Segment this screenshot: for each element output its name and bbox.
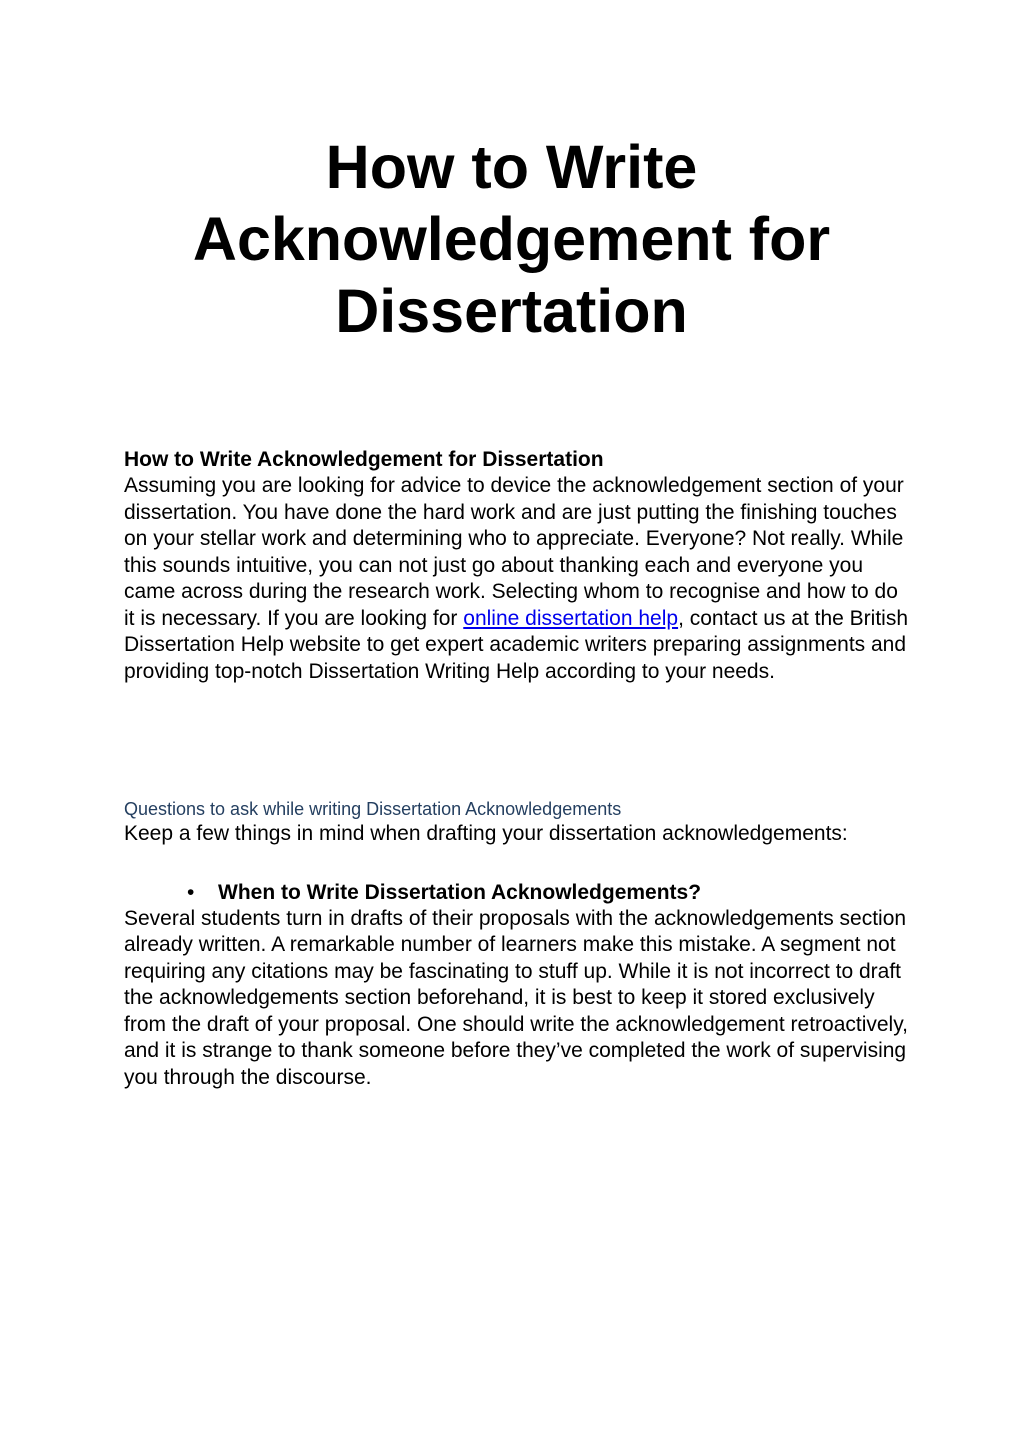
document-body xyxy=(124,447,914,1091)
bullet-list xyxy=(124,880,914,906)
keep-in-mind-paragraph: Keep a few things in mind when drafting your dissertation acknowledgements: xyxy=(124,822,848,845)
article-heading: How to Write Acknowledgement for Dissertation xyxy=(124,448,604,471)
list-item xyxy=(124,880,914,906)
intro-text-start: Assuming you are looking for advice to device the acknowledgement section of your dissertation. You have done the hard work and are just putting the finishing touches on your stellar work and determining who to appreciate. Everyone? Not really. While this sounds intuitive, you can not just go about thanking each and everyone you came across during the research work. Selecting whom to recognise and how to do it is necessary. If you are looking for xyxy=(124,474,904,630)
closing-paragraph: Several students turn in drafts of their proposals with the acknowledgements section already written. A remarkable number of learners make this mistake. A segment not requiring any citations may be fascinating to stuff up. While it is not incorrect to draft the acknowledgements section beforehand, it is best to keep it stored exclusively from the draft of your proposal. One should write the acknowledgement retroactively, and it is strange to thank someone before they’ve completed the work of supervising you through the discourse. xyxy=(124,906,909,1089)
section-heading: Questions to ask while writing Dissertation Acknowledgements xyxy=(124,799,622,819)
page-title: How to Write Acknowledgement for Dissertation xyxy=(192,133,831,345)
bullet-text: When to Write Dissertation Acknowledgements? xyxy=(218,880,702,904)
intro-text-end: , contact us at the British Dissertation Help website to get expert academic writers preparing assignments and providing top-notch Dissertation Writing Help according to your needs. xyxy=(124,606,909,683)
bullet-icon: • xyxy=(187,880,195,904)
intro-paragraph xyxy=(124,473,914,685)
online-dissertation-help-link[interactable]: online dissertation help xyxy=(463,606,679,630)
